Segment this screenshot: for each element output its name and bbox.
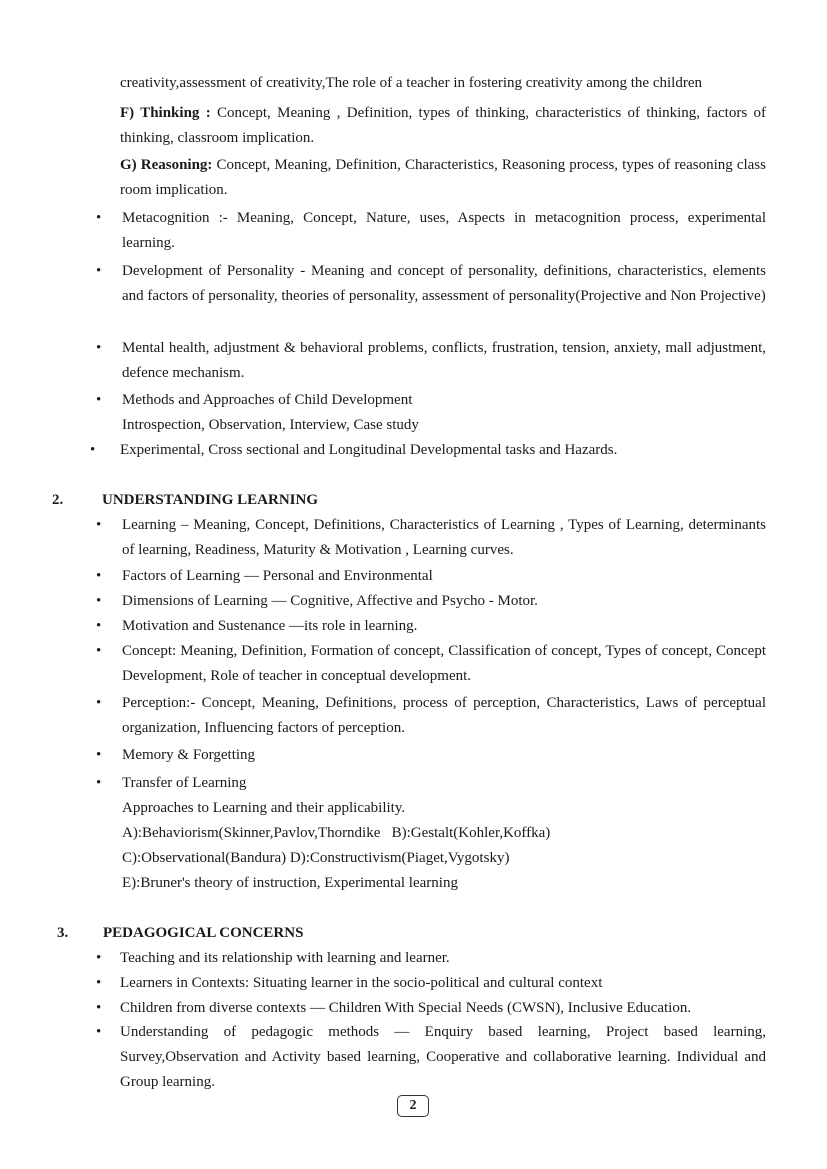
continuation-line: creativity,assessment of creativity,The role of a teacher in fostering creativity among the children [120,75,702,91]
bullet-icon: • [96,775,102,791]
list-item-text: Concept: Meaning, Definition, Formation of concept, Classification of concept, Types of concept, Concept Development, Role of teacher in conceptual development. [122,643,766,684]
list-item-text: Experimental, Cross sectional and Longitudinal Developmental tasks and Hazards. [120,442,618,458]
list-item-text: Motivation and Sustenance —its role in learning. [122,618,418,634]
list-item-text: Memory & Forgetting [122,747,256,763]
list-item-text: Factors of Learning — Personal and Environmental [122,568,433,584]
list-subline: E):Bruner's theory of instruction, Experimental learning [122,875,458,891]
bullet-icon: • [96,593,102,609]
topic-thinking-label: F) Thinking : [120,105,211,121]
topic-reasoning-text: Concept, Meaning, Definition, Characteristics, Reasoning process, types of reasoning class room implication. [120,157,766,198]
list-subline: C):Observational(Bandura) D):Constructivism(Piaget,Vygotsky) [122,850,510,866]
list-item-text: Understanding of pedagogic methods — Enquiry based learning, Project based learning, Survey,Observation and Activity based learning, Cooperative and collaborative learning. Individual and Group learning. [120,1024,766,1090]
list-subline: Approaches to Learning and their applicability. [122,800,406,816]
bullet-icon: • [96,1000,102,1016]
list-subline: A):Behaviorism(Skinner,Pavlov,Thorndike B):Gestalt(Kohler,Koffka) [122,825,551,841]
section-title: UNDERSTANDING LEARNING [102,492,318,508]
bullet-icon: • [96,747,102,763]
bullet-icon: • [96,210,102,226]
list-item-text: Transfer of Learning [122,775,247,791]
section-number: 3. [57,925,69,941]
list-item-text: Perception:- Concept, Meaning, Definitions, process of perception, Characteristics, Laws of perceptual organization, Influencing factors of perception. [122,695,766,736]
list-item-text: Children from diverse contexts — Children With Special Needs (CWSN), Inclusive Education. [120,1000,692,1016]
bullet-icon: • [96,392,102,408]
list-item-text: Metacognition :- Meaning, Concept, Nature, uses, Aspects in metacognition process, experimental learning. [122,210,766,251]
list-item-text: Development of Personality - Meaning and concept of personality, definitions, characteristics, elements and factors of personality, theories of personality, assessment of personality(Projective and Non Projective) [122,263,766,304]
bullet-icon: • [96,695,102,711]
bullet-icon: • [96,950,102,966]
bullet-icon: • [96,517,102,533]
list-item-text: Methods and Approaches of Child Development [122,392,413,408]
list-item-text: Learners in Contexts: Situating learner in the socio-political and cultural context [120,975,603,991]
topic-reasoning [120,153,766,203]
list-item-text: Learning – Meaning, Concept, Definitions, Characteristics of Learning , Types of Learning, determinants of learning, Readiness, Maturity & Motivation , Learning curves. [122,517,766,558]
bullet-icon: • [96,618,102,634]
bullet-icon: • [90,442,96,458]
topic-thinking-text: Concept, Meaning , Definition, types of thinking, characteristics of thinking, factors of thinking, classroom implication. [120,105,766,146]
topic-reasoning-label: G) Reasoning: [120,157,213,173]
topic-thinking [120,101,766,151]
bullet-icon: • [96,263,102,279]
page-number: 2 [397,1095,429,1117]
list-subline: Introspection, Observation, Interview, Case study [122,417,419,433]
bullet-icon: • [96,643,102,659]
bullet-icon: • [96,975,102,991]
list-item-text: Teaching and its relationship with learning and learner. [120,950,450,966]
list-item-text: Mental health, adjustment & behavioral problems, conflicts, frustration, tension, anxiety, mall adjustment, defence mechanism. [122,340,766,381]
bullet-icon: • [96,568,102,584]
bullet-icon: • [96,1024,102,1040]
bullet-icon: • [96,340,102,356]
list-item-text: Dimensions of Learning — Cognitive, Affective and Psycho - Motor. [122,593,538,609]
section-number: 2. [52,492,64,508]
section-title: PEDAGOGICAL CONCERNS [103,925,304,941]
